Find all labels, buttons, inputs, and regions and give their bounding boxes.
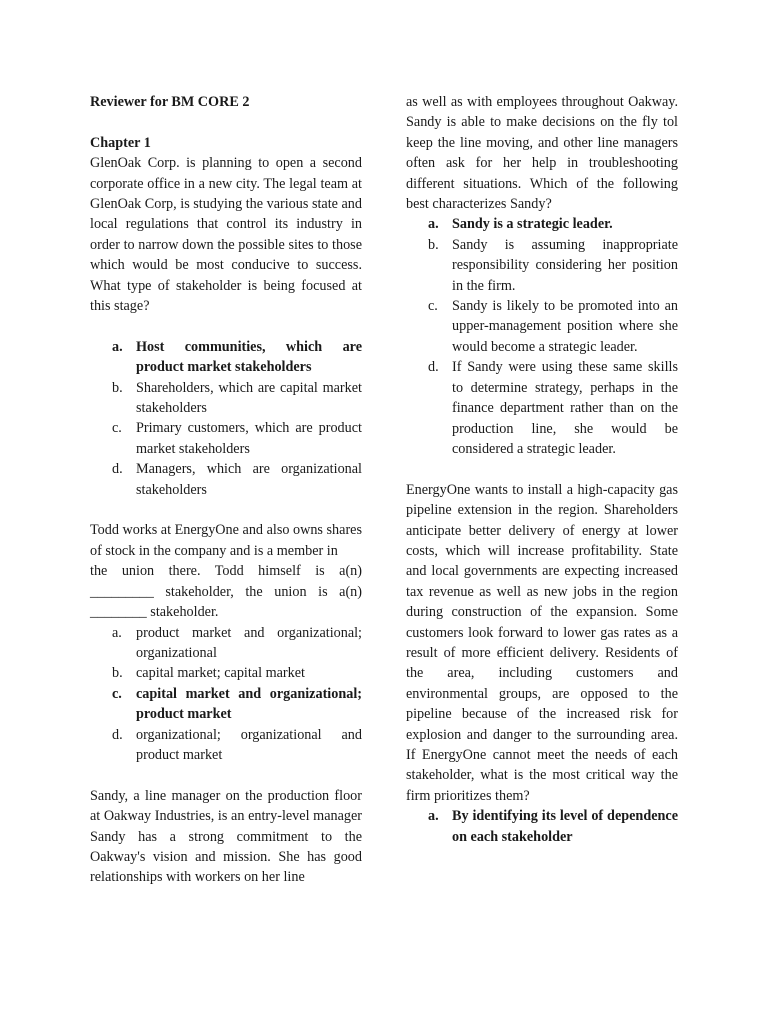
question-2-text-line2: the union there. Todd himself is a(n) _________ stakeholder, the union is a(n) ________ stakeholder.: [90, 563, 362, 621]
question-3-option-d: d. If Sandy were using these same skills to determine strategy, perhaps in the finance department rather than on the production line, she would be considered a strategic leader.: [428, 359, 678, 457]
question-4-options: [406, 806, 678, 847]
question-1-options: [90, 337, 362, 500]
question-1-option-c: c. Primary customers, which are product market stakeholders: [112, 420, 362, 457]
question-2-option-b: b. capital market; capital market: [112, 665, 305, 682]
question-3-option-a: a. Sandy is a strategic leader.: [428, 216, 613, 233]
question-2-option-a: a. product market and organizational; organizational: [112, 624, 362, 661]
question-4-option-a: a. By identifying its level of dependence on each stakeholder: [428, 808, 678, 845]
right-column: [406, 92, 678, 847]
question-1-text: GlenOak Corp. is planning to open a second corporate office in a new city. The legal team at GlenOak Corp, is studying the various state and local regulations that control its industry in order to narrow down the possible sites to those which would be most conducive to success. What type of stakeholder is being focused at this stage?: [90, 155, 362, 315]
question-1-option-b: b. Shareholders, which are capital market stakeholders: [112, 379, 362, 417]
question-2-option-d: d. organizational; organizational and product market: [112, 726, 362, 763]
question-2-option-c: c. capital market and organizational; product market: [112, 685, 362, 723]
question-4-text: EnergyOne wants to install a high-capacity gas pipeline extension in the region. Shareholders anticipate better delivery of energy at lower costs, which will increase profitability. State and local governments are expecting increased tax revenue as well as new jobs in the region during construction of the expansion. Some customers look forward to lower gas rates as a result of more efficient delivery. Residents of the area, including customers and environmental groups, are opposed to the pipeline because of the increased risk for explosion and danger to the surrounding area. If EnergyOne cannot meet the needs of each stakeholder, what is the most critical way the firm prioritizes them?: [406, 481, 678, 804]
question-1-option-d: d. Managers, which are organizational stakeholders: [112, 461, 362, 498]
left-column: [90, 92, 362, 888]
question-3-text-part1: Sandy, a line manager on the production floor at Oakway Industries, is an entry-level manager Sandy has a strong commitment to the Oakway's vision and mission. She has good relationships with workers on her line: [90, 787, 362, 886]
question-2-options: [90, 623, 362, 766]
chapter-heading: Chapter 1: [90, 134, 151, 151]
question-3-option-b: b. Sandy is assuming inappropriate responsibility considering her position in the firm.: [428, 236, 678, 294]
question-2-text-line1: Todd works at EnergyOne and also owns shares of stock in the company and is a member in: [90, 522, 362, 559]
question-3-text-part2: as well as with employees throughout Oakway. Sandy is able to make decisions on the fly tol keep the line moving, and other line managers often ask for her help in troubleshooting different situations. Which of the following best characterizes Sandy?: [406, 94, 678, 213]
question-1-option-a: a. Host communities, which are product market stakeholders: [112, 338, 362, 376]
question-3-option-c: c. Sandy is likely to be promoted into an upper-management position where she would become a strategic leader.: [428, 298, 678, 355]
document-title: Reviewer for BM CORE 2: [90, 94, 250, 110]
question-3-options: [406, 214, 678, 459]
